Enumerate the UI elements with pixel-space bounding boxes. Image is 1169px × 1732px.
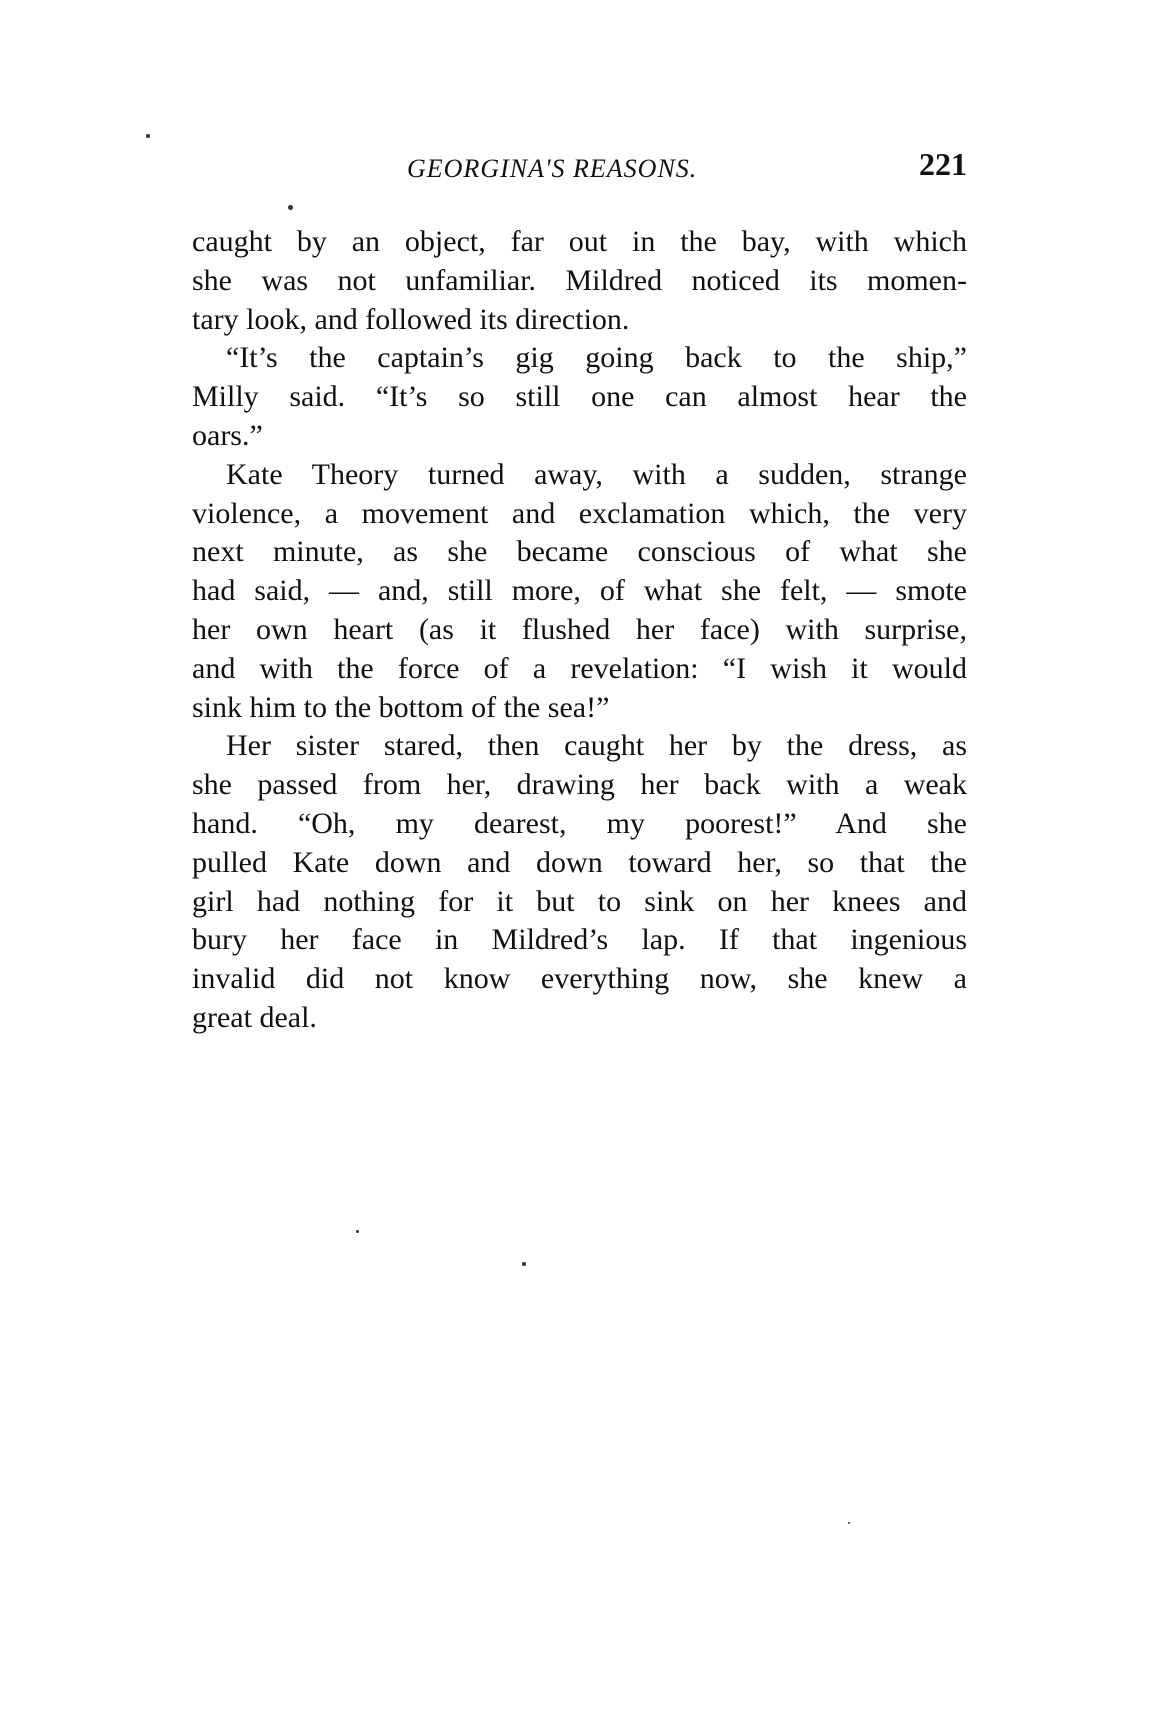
text-line: violence, a movement and exclamation which, the very xyxy=(192,496,967,530)
text-line: bury her face in Mildred’s lap. If that ingenious xyxy=(192,923,967,957)
text-line: oars.” xyxy=(192,418,263,452)
text-line: tary look, and followed its direction. xyxy=(192,302,630,336)
text-line: girl had nothing for it but to sink on her knees and xyxy=(192,884,967,918)
text-line: caught by an object, far out in the bay, with which xyxy=(192,225,967,258)
running-title: GEORGINA'S REASONS. xyxy=(407,154,698,183)
scan-speck xyxy=(522,1262,526,1266)
scan-speck xyxy=(146,134,150,138)
scan-speck xyxy=(848,1522,850,1524)
scan-speck xyxy=(288,205,293,210)
text-line: next minute, as she became conscious of what she xyxy=(192,535,967,569)
page-number: 221 xyxy=(919,146,967,182)
text-line: sink him to the bottom of the sea!” xyxy=(192,690,610,724)
text-line: Kate Theory turned away, with a sudden, strange xyxy=(226,457,967,491)
text-line: had said, — and, still more, of what she felt, — smote xyxy=(192,574,967,608)
text-line: great deal. xyxy=(192,1000,317,1034)
scan-speck xyxy=(356,1230,359,1233)
text-line: invalid did not know everything now, she knew a xyxy=(192,962,967,996)
text-line: her own heart (as it flushed her face) with surprise, xyxy=(192,612,967,646)
text-line: Her sister stared, then caught her by the dress, as xyxy=(226,729,967,763)
text-line: hand. “Oh, my dearest, my poorest!” And she xyxy=(192,806,967,840)
text-line: she was not unfamiliar. Mildred noticed its momen- xyxy=(192,263,967,297)
body-text xyxy=(192,223,967,1038)
text-line: she passed from her, drawing her back with a weak xyxy=(192,768,967,802)
text-line: Milly said. “It’s so still one can almost hear the xyxy=(192,380,967,414)
text-line: pulled Kate down and down toward her, so that the xyxy=(192,845,967,879)
text-line: “It’s the captain’s gig going back to the ship,” xyxy=(226,341,967,375)
text-line: and with the force of a revelation: “I wish it would xyxy=(192,651,967,685)
running-head xyxy=(192,146,967,200)
